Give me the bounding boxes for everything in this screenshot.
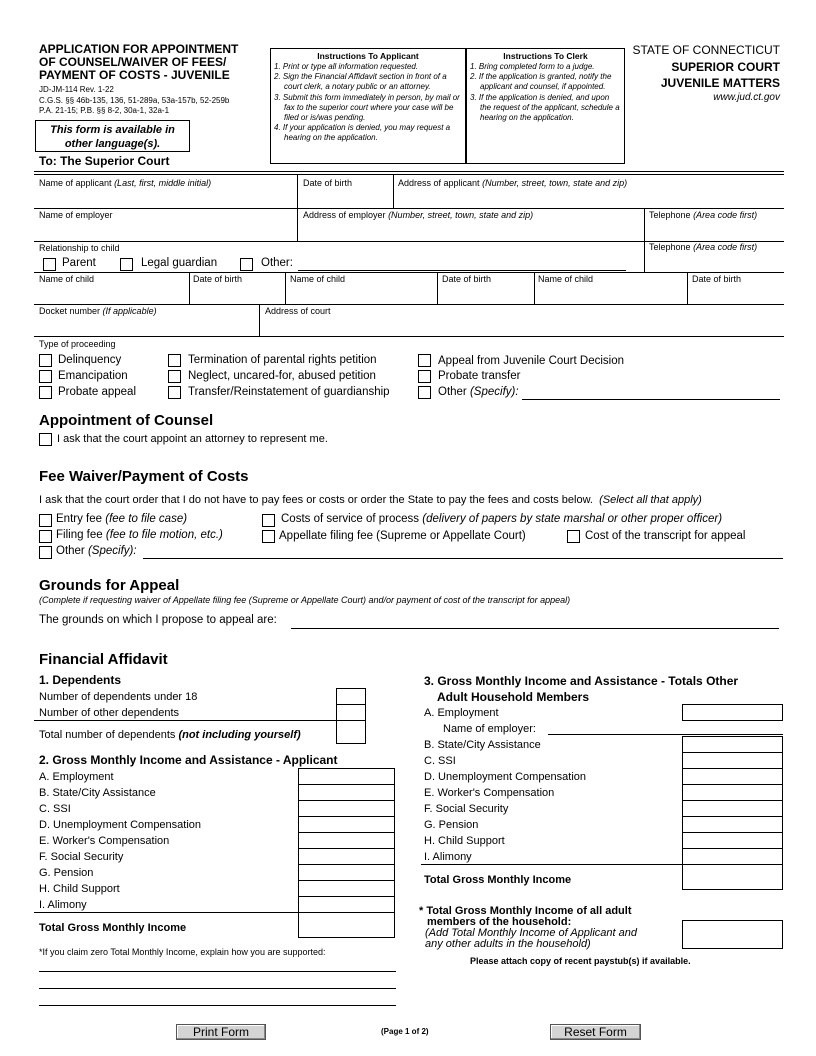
appoint-attorney-label: I ask that the court appoint an attorney to represent me. <box>57 433 328 445</box>
to-court: To: The Superior Court <box>39 154 170 168</box>
appellate-fee-checkbox[interactable] <box>262 530 275 543</box>
fees-heading: Fee Waiver/Payment of Costs <box>39 468 249 485</box>
income-item: E. Worker's Compensation <box>39 835 170 847</box>
dependents-under-label: Number of dependents under 18 <box>39 691 198 703</box>
household-alimony-input[interactable] <box>682 848 783 865</box>
child-dob-label: Date of birth <box>442 274 492 284</box>
counsel-heading: Appointment of Counsel <box>39 412 214 429</box>
income-item: B. State/City Assistance <box>39 787 156 799</box>
telephone-input[interactable] <box>647 254 782 270</box>
employment-input[interactable] <box>298 768 395 785</box>
support-explanation-line[interactable] <box>39 988 396 989</box>
service-costs-checkbox[interactable] <box>262 514 275 527</box>
household-total-input[interactable] <box>682 864 783 890</box>
employer-name-input[interactable] <box>39 222 294 239</box>
docket-input[interactable] <box>37 317 257 334</box>
instruction-item: 3. Submit this form immediately in person, by mail or fax to the superior court where your case will be filed or is/was pending. <box>274 92 460 123</box>
appellate-fee-label: Appellate filing fee (Supreme or Appellate Court) <box>279 530 526 542</box>
entry-fee-checkbox[interactable] <box>39 514 52 527</box>
child-name-input[interactable] <box>287 285 435 302</box>
applicant-dob-input[interactable] <box>300 190 390 206</box>
support-explanation-line[interactable] <box>39 971 396 972</box>
income-item: D. Unemployment Compensation <box>39 819 202 831</box>
instruction-item: 3. If the application is denied, and upon the request of the applicant, schedule a hearing on the application. <box>470 92 620 123</box>
alimony-input[interactable] <box>298 896 395 913</box>
household-income-item: A. Employment <box>424 707 499 719</box>
instructions-applicant-box <box>270 48 466 164</box>
appeal-juvenile-label: Appeal from Juvenile Court Decision <box>438 355 625 367</box>
workers-comp-input[interactable] <box>298 832 395 849</box>
court-header <box>632 43 780 103</box>
probate-appeal-checkbox[interactable] <box>39 386 52 399</box>
instructions-clerk-box <box>466 48 625 164</box>
instruction-item: 2. If the application is granted, notify the applicant and counsel, if appointed. <box>470 72 612 92</box>
household-income-item: H. Child Support <box>424 835 505 847</box>
fees-intro: I ask that the court order that I do not have to pay fees or costs or order the State to pay the fees and costs below. (Select all that apply) <box>39 494 702 506</box>
household-income-item: G. Pension <box>424 819 479 831</box>
income-item: F. Social Security <box>39 851 124 863</box>
other-fee-input[interactable] <box>143 558 783 559</box>
household-income-list <box>424 705 586 865</box>
household-employment-input[interactable] <box>682 704 783 721</box>
affidavit-heading: Financial Affidavit <box>39 651 168 668</box>
income-list <box>39 769 201 913</box>
child-name-label: Name of child <box>39 274 95 284</box>
instructions-clerk-title: Instructions To Clerk <box>503 51 588 61</box>
other-relationship-label: Other: <box>261 257 293 269</box>
income-item: I. Alimony <box>39 899 87 911</box>
delinquency-label: Delinquency <box>58 354 122 366</box>
other-proceeding-checkbox[interactable] <box>418 386 431 399</box>
household-income-item: B. State/City Assistance <box>424 739 541 751</box>
entry-fee-label: Entry fee (fee to file case) <box>56 513 188 525</box>
household-pension-input[interactable] <box>682 816 783 833</box>
grounds-hint: (Complete if requesting waiver of Appellate filing fee (Supreme or Appellate Court) and/or payment of cost of the transcript for appeal) <box>39 595 571 605</box>
transcript-cost-checkbox[interactable] <box>567 530 580 543</box>
instruction-item: 1. Print or type all information requested. <box>274 62 419 71</box>
employer-telephone-input[interactable] <box>647 222 782 239</box>
social-security-input[interactable] <box>298 848 395 865</box>
transfer-guardianship-checkbox[interactable] <box>168 386 181 399</box>
child-dob-input[interactable] <box>689 285 782 302</box>
proceeding-type-label: Type of proceeding <box>39 339 116 349</box>
income-item: C. SSI <box>39 803 71 815</box>
neglect-label: Neglect, uncared-for, abused petition <box>188 370 376 382</box>
child-support-input[interactable] <box>298 880 395 897</box>
income-item: H. Child Support <box>39 883 120 895</box>
ssi-input[interactable] <box>298 800 395 817</box>
reset-form-button[interactable]: Reset Form <box>550 1024 641 1040</box>
instruction-item: 1. Bring completed form to a judge. <box>470 62 595 71</box>
employer-address-input[interactable] <box>300 222 640 239</box>
service-costs-label: Costs of service of process (delivery of papers by state marshal or other proper officer) <box>281 513 723 525</box>
legal-guardian-label: Legal guardian <box>141 257 218 269</box>
grounds-input[interactable] <box>291 628 779 629</box>
filing-fee-checkbox[interactable] <box>39 530 52 543</box>
applicant-address-label: Address of applicant (Number, street, town, state and zip) <box>398 178 628 188</box>
instruction-item: 2. Sign the Financial Affidavit section in front of a court clerk, a notary public or an attorney. <box>274 72 447 92</box>
parent-label: Parent <box>62 257 96 269</box>
household-income-item: F. Social Security <box>424 803 509 815</box>
dependents-under-input[interactable] <box>336 688 366 705</box>
grounds-heading: Grounds for Appeal <box>39 577 180 594</box>
probate-transfer-label: Probate transfer <box>438 370 521 382</box>
termination-label: Termination of parental rights petition <box>188 354 377 366</box>
dependents-total-label: Total number of dependents (not including yourself) <box>39 729 301 741</box>
applicant-dob-label: Date of birth <box>303 178 353 188</box>
applicant-name-input[interactable] <box>39 190 294 206</box>
child-name-label: Name of child <box>538 274 594 284</box>
delinquency-checkbox[interactable] <box>39 354 52 367</box>
transcript-cost-label: Cost of the transcript for appeal <box>585 530 746 542</box>
state-name: STATE OF CONNECTICUT <box>632 43 780 57</box>
other-proceeding-input[interactable] <box>522 399 780 400</box>
household-heading: 3. Gross Monthly Income and Assistance - Totals Other Adult Household Members <box>424 674 739 704</box>
termination-checkbox[interactable] <box>168 354 181 367</box>
other-relationship-checkbox[interactable] <box>240 258 253 271</box>
household-total-label: Total Gross Monthly Income <box>424 874 572 886</box>
instruction-item: 4. If your application is denied, you may request a hearing on the application. <box>274 123 451 143</box>
zero-income-note: *If you claim zero Total Monthly Income, explain how you are supported: <box>39 947 326 957</box>
court-division: JUVENILE MATTERS <box>660 76 780 90</box>
form-meta: JD-JM-114 Rev. 1-22 C.G.S. §§ 46b-135, 136, 51-289a, 53a-157b, 52-259b P.A. 21-15; P.B. §§ 8-2, 30a-1, 32a-1 <box>39 85 230 115</box>
child-name-input[interactable] <box>536 285 685 302</box>
probate-transfer-checkbox[interactable] <box>418 370 431 383</box>
household-social-security-input[interactable] <box>682 800 783 817</box>
household-employer-label: Name of employer: <box>443 723 536 735</box>
legal-guardian-checkbox[interactable] <box>120 258 133 271</box>
support-explanation-line[interactable] <box>39 1005 396 1006</box>
household-ssi-input[interactable] <box>682 752 783 769</box>
dependents-other-input[interactable] <box>336 704 366 721</box>
probate-appeal-label: Probate appeal <box>58 386 137 398</box>
child-name-input[interactable] <box>37 285 187 302</box>
relationship-label: Relationship to child <box>39 243 120 253</box>
telephone-label: Telephone (Area code first) <box>649 242 758 252</box>
employer-name-label: Name of employer <box>39 210 113 220</box>
household-state-assistance-input[interactable] <box>682 736 783 753</box>
emancipation-label: Emancipation <box>58 370 128 382</box>
household-child-support-input[interactable] <box>682 832 783 849</box>
total-gross-label: Total Gross Monthly Income <box>39 922 187 934</box>
all-adults-total-input[interactable] <box>682 920 783 949</box>
pension-input[interactable] <box>298 864 395 881</box>
applicant-address-input[interactable] <box>396 190 781 206</box>
child-dob-label: Date of birth <box>692 274 742 284</box>
transfer-guardianship-label: Transfer/Reinstatement of guardianship <box>188 386 390 398</box>
child-name-label: Name of child <box>290 274 346 284</box>
employer-address-label: Address of employer (Number, street, town, state and zip) <box>303 210 534 220</box>
household-workers-comp-input[interactable] <box>682 784 783 801</box>
court-name: SUPERIOR COURT <box>671 60 780 74</box>
dependents-heading: 1. Dependents <box>39 673 122 687</box>
paystub-note: Please attach copy of recent paystub(s) if available. <box>470 956 691 966</box>
appeal-juvenile-checkbox[interactable] <box>418 354 431 367</box>
household-unemployment-input[interactable] <box>682 768 783 785</box>
income-item: A. Employment <box>39 771 114 783</box>
emancipation-checkbox[interactable] <box>39 370 52 383</box>
other-fee-label: Other (Specify): <box>56 545 137 557</box>
language-availability-box: This form is available in other language(s). <box>35 120 190 152</box>
state-assistance-input[interactable] <box>298 784 395 801</box>
court-address-input[interactable] <box>262 317 782 334</box>
neglect-checkbox[interactable] <box>168 370 181 383</box>
household-income-item: E. Worker's Compensation <box>424 787 555 799</box>
child-dob-input[interactable] <box>191 285 283 302</box>
instructions-applicant-title: Instructions To Applicant <box>317 51 419 61</box>
page-number: (Page 1 of 2) <box>381 1027 429 1036</box>
dependents-other-label: Number of other dependents <box>39 707 180 719</box>
print-form-button[interactable]: Print Form <box>176 1024 266 1040</box>
total-gross-input[interactable] <box>298 912 395 938</box>
household-employer-input[interactable] <box>548 734 783 735</box>
household-income-item: C. SSI <box>424 755 456 767</box>
court-website: www.jud.ct.gov <box>713 92 780 103</box>
dependents-total-input[interactable] <box>336 720 366 744</box>
child-dob-label: Date of birth <box>193 274 243 284</box>
unemployment-input[interactable] <box>298 816 395 833</box>
gross-income-heading: 2. Gross Monthly Income and Assistance - Applicant <box>39 753 338 767</box>
household-income-item: I. Alimony <box>424 851 472 863</box>
all-adults-total-label: * Total Gross Monthly Income of all adult members of the household: (Add Total Monthly Income of Applicant and any other adults in the household) <box>419 905 637 950</box>
employer-telephone-label: Telephone (Area code first) <box>649 210 758 220</box>
docket-label: Docket number (If applicable) <box>39 306 157 316</box>
applicant-name-label: Name of applicant (Last, first, middle initial) <box>39 178 212 188</box>
parent-checkbox[interactable] <box>43 258 56 271</box>
income-item: G. Pension <box>39 867 94 879</box>
other-proceeding-label: Other (Specify): <box>438 386 519 398</box>
court-address-label: Address of court <box>265 306 331 316</box>
household-income-item: D. Unemployment Compensation <box>424 771 587 783</box>
form-title: APPLICATION FOR APPOINTMENT OF COUNSEL/WAIVER OF FEES/ PAYMENT OF COSTS - JUVENILE <box>39 42 239 82</box>
grounds-label: The grounds on which I propose to appeal are: <box>39 614 277 626</box>
appoint-attorney-checkbox[interactable] <box>39 433 52 446</box>
other-relationship-input[interactable] <box>298 270 626 271</box>
child-dob-input[interactable] <box>439 285 532 302</box>
other-fee-checkbox[interactable] <box>39 546 52 559</box>
filing-fee-label: Filing fee (fee to file motion, etc.) <box>56 529 223 541</box>
